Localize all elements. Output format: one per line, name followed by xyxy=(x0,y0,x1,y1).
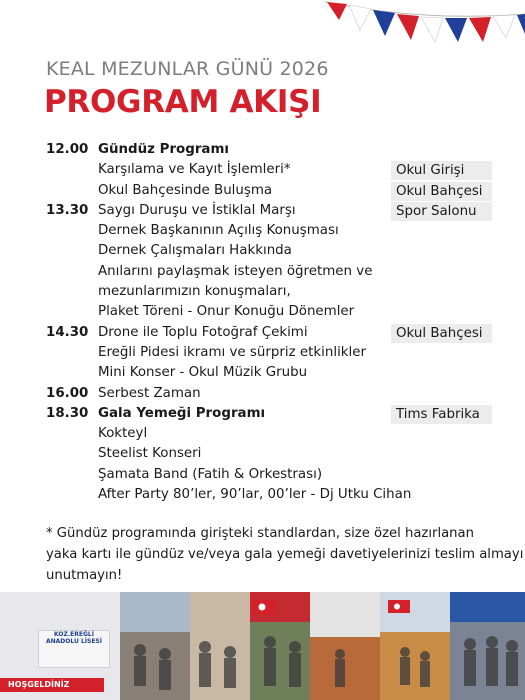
school-welcome-sign xyxy=(0,592,120,700)
program-row xyxy=(46,424,496,444)
program-row xyxy=(46,160,496,180)
program-location: Spor Salonu xyxy=(391,202,492,221)
program-row xyxy=(46,384,496,404)
photo-strip xyxy=(0,592,525,700)
bunting-flags-decoration xyxy=(325,0,525,60)
program-row xyxy=(46,262,496,282)
program-activity: Karşılama ve Kayıt İşlemleri* xyxy=(98,162,291,178)
program-row xyxy=(46,241,496,261)
program-row xyxy=(46,363,496,383)
program-activity: Serbest Zaman xyxy=(98,385,201,401)
flag-white xyxy=(421,17,443,42)
program-row xyxy=(46,343,496,363)
program-activity: Şamata Band (Fatih & Orkestrası) xyxy=(98,466,323,482)
program-location: Tims Fabrika xyxy=(391,405,492,424)
program-time: 13.30 xyxy=(46,202,89,218)
program-activity: Mini Konser - Okul Müzik Grubu xyxy=(98,365,308,381)
program-time: 18.30 xyxy=(46,405,89,421)
page-title: PROGRAM AKIŞI xyxy=(44,84,322,120)
program-time: 16.00 xyxy=(46,385,89,401)
flag-blue xyxy=(517,14,525,34)
program-activity: Dernek Başkanının Açılış Konuşması xyxy=(98,223,339,239)
program-location: Okul Bahçesi xyxy=(391,182,492,201)
program-activity: Okul Bahçesinde Buluşma xyxy=(98,182,273,198)
footnote xyxy=(46,523,524,586)
program-activity: Gala Yemeği Programı xyxy=(98,405,266,421)
program-row xyxy=(46,201,496,221)
program-row xyxy=(46,181,496,201)
program-location: Okul Girişi xyxy=(391,161,492,180)
footnote-line: * Gündüz programında girişteki standlardan, size özel hazırlanan xyxy=(46,526,474,541)
program-activity: Ereğli Pidesi ikramı ve sürpriz etkinlikler xyxy=(98,344,367,360)
flag-red xyxy=(469,17,491,42)
flag-blue xyxy=(445,18,467,42)
school-name-plate: KOZ.EREĞLİ ANADOLU LİSESİ xyxy=(38,630,110,668)
program-activity: Steelist Konseri xyxy=(98,446,202,462)
flag-white xyxy=(349,5,371,30)
footnote-line: yaka kartı ile gündüz ve/veya gala yemeği davetiyelerinizi teslim almayı xyxy=(46,547,524,562)
flag-white xyxy=(493,15,515,38)
program-row xyxy=(46,465,496,485)
program-activity: Plaket Töreni - Onur Konuğu Dönemler xyxy=(98,304,355,320)
welcome-banner: HOŞGELDİNİZ xyxy=(0,678,104,692)
program-activity: Drone ile Toplu Fotoğraf Çekimi xyxy=(98,324,308,340)
program-activity: Dernek Çalışmaları Hakkında xyxy=(98,243,292,259)
program-activity: mezunlarımızın konuşmaları, xyxy=(98,284,291,300)
program-activity: Anılarını paylaşmak isteyen öğretmen ve xyxy=(98,263,373,279)
program-row xyxy=(46,485,496,505)
program-activity: Saygı Duruşu ve İstiklal Marşı xyxy=(98,202,296,218)
program-activity: Kokteyl xyxy=(98,426,148,442)
program-time: 14.30 xyxy=(46,324,89,340)
program-schedule xyxy=(46,140,496,505)
program-row xyxy=(46,323,496,343)
program-row xyxy=(46,302,496,322)
program-row xyxy=(46,221,496,241)
flag-red xyxy=(397,14,419,40)
program-activity: After Party 80’ler, 90’lar, 00’ler - Dj Utku Cihan xyxy=(98,487,412,503)
program-row xyxy=(46,140,496,160)
flag-blue xyxy=(373,10,395,36)
program-activity: Gündüz Programı xyxy=(98,142,230,157)
program-time: 12.00 xyxy=(46,142,89,157)
event-subtitle: KEAL MEZUNLAR GÜNÜ 2026 xyxy=(46,58,329,80)
program-location: Okul Bahçesi xyxy=(391,324,492,343)
program-row xyxy=(46,444,496,464)
flag-red xyxy=(327,2,347,20)
program-row xyxy=(46,282,496,302)
footnote-line: unutmayın! xyxy=(46,568,123,583)
program-row xyxy=(46,404,496,424)
